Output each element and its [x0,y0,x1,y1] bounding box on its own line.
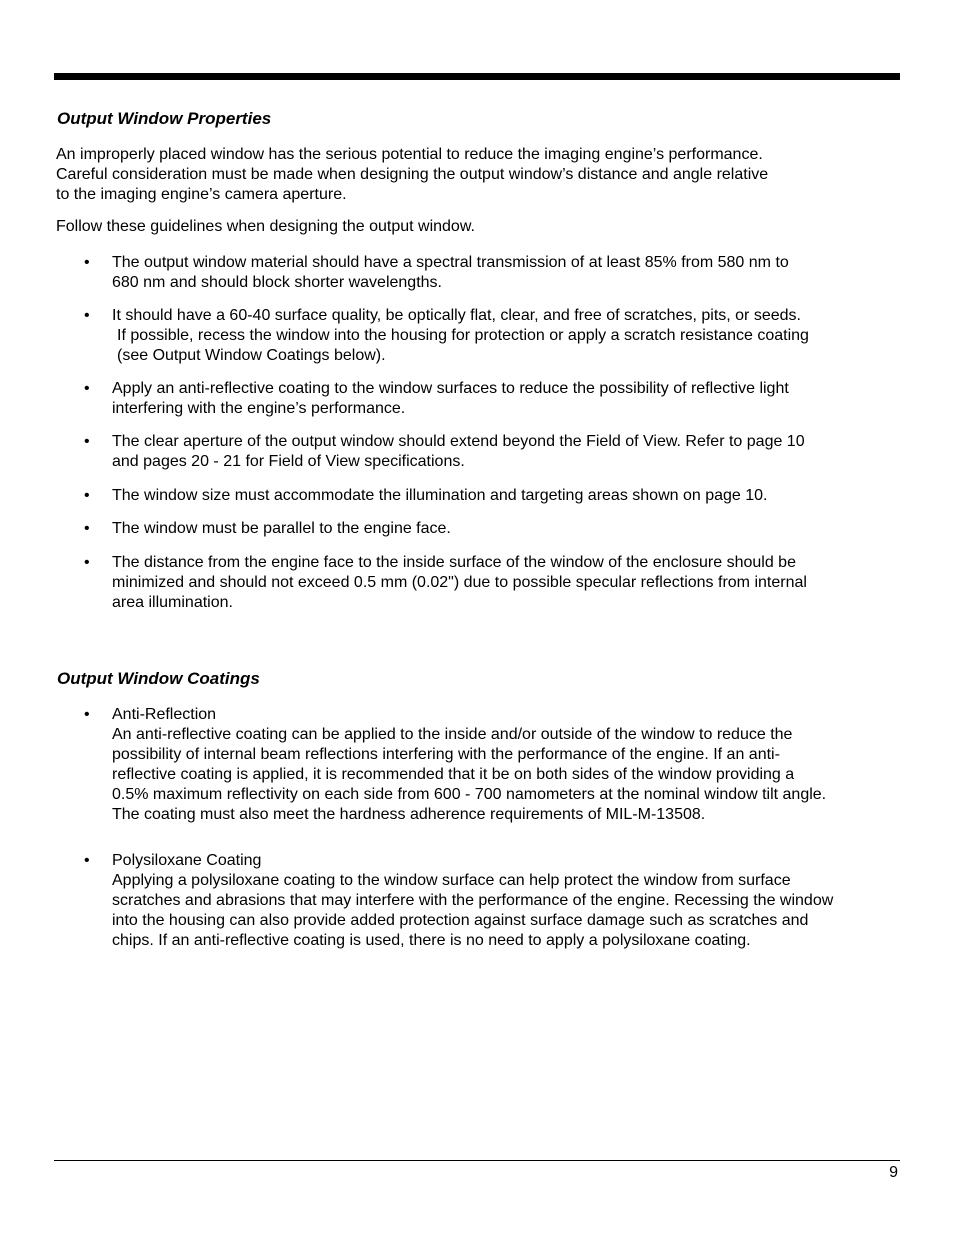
intro-line: An improperly placed window has the serious potential to reduce the imaging engine’s performance. [56,146,763,163]
list-item-line: Anti-Reflection [112,706,217,723]
list-item-line: into the housing can also provide added protection against surface damage such as scratches and [112,912,809,929]
list-item-line: The clear aperture of the output window should extend beyond the Field of View. Refer to page 10 [112,433,805,450]
bullet-icon: • [84,487,90,504]
list-item-text [112,553,807,613]
list-item-line: 0.5% maximum reflectivity on each side from 600 - 700 namometers at the nominal window tilt angle. [112,786,827,803]
list-item-line: If possible, recess the window into the housing for protection or apply a scratch resistance coating [117,327,809,344]
list-item-text [112,432,805,472]
bullet-icon: • [84,554,90,571]
list-item-line: The coating must also meet the hardness adherence requirements of MIL-M-13508. [112,806,706,823]
footer-rule [54,1160,900,1161]
intro-line: to the imaging engine’s camera aperture. [56,186,347,203]
list-item-line: The window must be parallel to the engine face. [112,520,451,537]
list-item-text [112,486,767,506]
list-item-line: minimized and should not exceed 0.5 mm (0.02") due to possible specular reflections from internal [112,574,807,591]
section-title-output-window-coatings: Output Window Coatings [57,669,260,688]
list-item-line: chips. If an anti-reflective coating is used, there is no need to apply a polysiloxane coating. [112,932,751,949]
list-item-line: and pages 20 - 21 for Field of View specifications. [112,453,465,470]
list-item-text [112,253,789,293]
list-item-text [112,851,833,951]
list-item-line: The output window material should have a spectral transmission of at least 85% from 580 nm to [112,254,789,271]
guidelines-intro: Follow these guidelines when designing the output window. [56,218,475,235]
list-item-line: Applying a polysiloxane coating to the window surface can help protect the window from surface [112,872,791,889]
list-item-line: Apply an anti-reflective coating to the window surfaces to reduce the possibility of reflective light [112,380,789,397]
bullet-icon: • [84,520,90,537]
page-number: 9 [889,1164,898,1181]
bullet-icon: • [84,706,90,723]
list-item-text [112,306,809,366]
list-item-line: 680 nm and should block shorter wavelengths. [112,274,442,291]
list-item-line: An anti-reflective coating can be applied to the inside and/or outside of the window to reduce the [112,726,793,743]
list-item-line: possibility of internal beam reflections interfering with the performance of the engine. If an anti- [112,746,780,763]
bullet-icon: • [84,852,90,869]
header-rule [54,73,900,80]
list-item-text [112,379,789,419]
list-item-line: area illumination. [112,594,233,611]
list-item-line: The window size must accommodate the illumination and targeting areas shown on page 10. [112,487,768,504]
list-item-line: (see Output Window Coatings below). [117,347,386,364]
list-item-line: It should have a 60-40 surface quality, be optically flat, clear, and free of scratches, pits, or seeds. [112,307,801,324]
list-item-line: Polysiloxane Coating [112,852,262,869]
intro-paragraph [56,145,768,205]
bullet-icon: • [84,380,90,397]
bullet-icon: • [84,433,90,450]
bullet-icon: • [84,307,90,324]
intro-line: Careful consideration must be made when designing the output window’s distance and angle relative [56,166,769,183]
section-title-output-window-properties: Output Window Properties [57,109,272,128]
list-item-line: reflective coating is applied, it is recommended that it be on both sides of the window providing a [112,766,795,783]
list-item-text [112,705,826,825]
list-item-line: scratches and abrasions that may interfere with the performance of the engine. Recessing the window [112,892,834,909]
list-item-text [112,519,451,539]
bullet-icon: • [84,254,90,271]
list-item-line: The distance from the engine face to the inside surface of the window of the enclosure should be [112,554,796,571]
list-item-line: interfering with the engine’s performance. [112,400,406,417]
